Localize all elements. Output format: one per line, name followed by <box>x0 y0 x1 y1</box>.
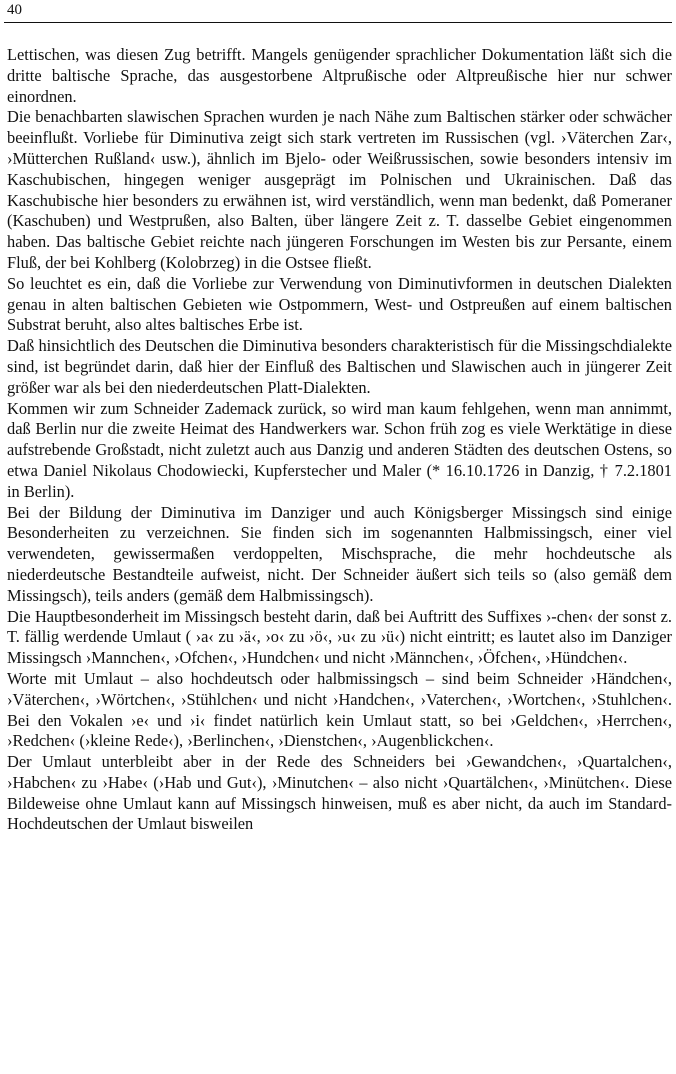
paragraph: Die benachbarten slawischen Sprachen wurden je nach Nähe zum Baltischen stärker oder schwächer beeinflußt. Vorliebe für Diminutiva zeigt sich stark vertreten im Russischen (vgl. ›Väterchen Zar‹, ›Mütterchen Rußland‹ usw.), ähnlich im Bjelo- oder Weißrussischen, sowie besonders intensiv im Kaschubischen, hingegen weniger ausgeprägt im Polnischen und Ukrainischen. Daß das Kaschubische hier besonders zu erwähnen ist, wird verständlich, wenn man bedenkt, daß Pomeraner (Kaschuben) und Westprußen, also Balten, über längere Zeit z. T. dasselbe Gebiet eingenommen haben. Das baltische Gebiet reichte nach jüngeren Forschungen im Westen bis zur Persante, einem Fluß, der bei Kohlberg (Kolobrzeg) in die Ostsee fließt. <box>7 107 672 272</box>
paragraph: Daß hinsichtlich des Deutschen die Diminutiva besonders charakteristisch für die Missingschdialekte sind, ist begründet darin, daß hier der Einfluß des Baltischen und Slawischen auch in jüngerer Zeit größer war als bei den niederdeutschen Platt-Dialekten. <box>7 336 672 397</box>
paragraph: So leuchtet es ein, daß die Vorliebe zur Verwendung von Diminutivformen in deutschen Dialekten genau in alten baltischen Gebieten wie Ostpommern, West- und Ostpreußen auf einem baltischen Substrat beruht, also altes baltisches Erbe ist. <box>7 273 672 335</box>
header-rule <box>4 22 672 23</box>
paragraph: Worte mit Umlaut – also hochdeutsch oder halbmissingsch – sind beim Schneider ›Händchen‹, ›Väterchen‹, ›Wörtchen‹, ›Stühlchen‹ und nicht ›Handchen‹, ›Vaterchen‹, ›Wortchen‹, ›Stuhlchen‹. Bei den Vokalen ›e‹ und ›i‹ findet natürlich kein Umlaut statt, so bei ›Geldchen‹, ›Herrchen‹, ›Redchen‹ (›kleine Rede‹), ›Berlinchen‹, ›Dienstchen‹, ›Augenblickchen‹. <box>7 668 672 751</box>
body-text <box>7 45 672 835</box>
page-number: 40 <box>7 2 22 18</box>
paragraph: Bei der Bildung der Diminutiva im Danziger und auch Königsberger Missingsch sind einige Besonderheiten zu verzeichnen. Sie finden sich im sogenannten Halbmissingsch, einer viel verwendeten, gewissermaßen verdoppelten, Mischsprache, die mehr hochdeutsche als niederdeutsche Bestandteile aufweist, nicht. Der Schneider äußert sich teils so (also gemäß dem Missingsch), teils anders (gemäß dem Halbmissingsch). <box>7 502 672 605</box>
paragraph: Lettischen, was diesen Zug betrifft. Mangels genügender sprachlicher Dokumentation läßt sich die dritte baltische Sprache, das ausgestorbene Altprußische oder Altpreußische hier nur schwer einordnen. <box>7 45 672 106</box>
paragraph: Kommen wir zum Schneider Zademack zurück, so wird man kaum fehlgehen, wenn man annimmt, daß Berlin nur die zweite Heimat des Handwerkers war. Schon früh zog es viele Werktätige in diese aufstrebende Großstadt, nicht zuletzt auch aus Danzig und anderen Städten des deutschen Ostens, so etwa Daniel Nikolaus Chodowiecki, Kupferstecher und Maler (* 16.10.1726 in Danzig, † 7.2.1801 in Berlin). <box>7 398 672 501</box>
paragraph: Der Umlaut unterbleibt aber in der Rede des Schneiders bei ›Gewandchen‹, ›Quartalchen‹, ›Habchen‹ zu ›Habe‹ (›Hab und Gut‹), ›Minutchen‹ – also nicht ›Quartälchen‹, ›Minütchen‹. Diese Bildeweise ohne Umlaut kann auf Missingsch hinweisen, muß es aber nicht, da auch im Standard-Hochdeutschen der Umlaut bisweilen <box>7 752 672 834</box>
paragraph: Die Hauptbesonderheit im Missingsch besteht darin, daß bei Auftritt des Suffixes ›-chen‹ der sonst z. T. fällig werdende Umlaut ( ›a‹ zu ›ä‹, ›o‹ zu ›ö‹, ›u‹ zu ›ü‹) nicht eintritt; es lautet also im Danziger Missingsch ›Mannchen‹, ›Ofchen‹, ›Hundchen‹ und nicht ›Männchen‹, ›Öfchen‹, ›Hündchen‹. <box>7 606 672 668</box>
